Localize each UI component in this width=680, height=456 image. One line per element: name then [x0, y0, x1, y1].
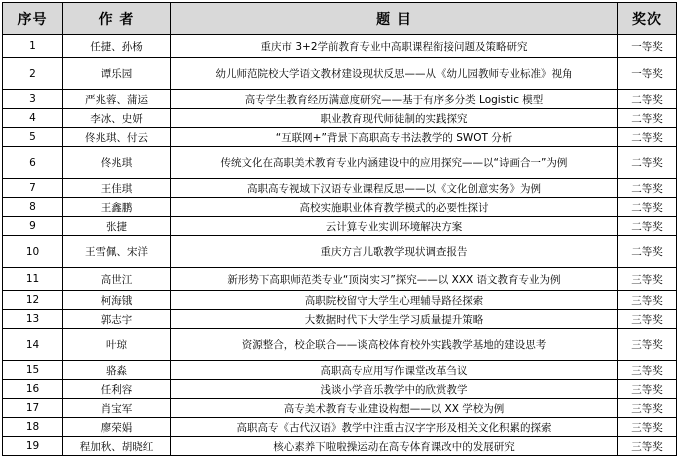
row-title: 资源整合，校企联合——谈高校体育校外实践教学基地的建设思考 [171, 329, 618, 361]
row-no: 4 [3, 109, 63, 128]
row-award: 三等奖 [618, 268, 677, 291]
row-author: 肖宝军 [63, 399, 171, 418]
row-award: 二等奖 [618, 128, 677, 147]
row-title: 高专美术教育专业建设构想——以 XX 学校为例 [171, 399, 618, 418]
table-row [3, 329, 677, 361]
awards-table [2, 2, 677, 456]
row-author: 郭志宇 [63, 310, 171, 329]
row-author: 王佳琪 [63, 179, 171, 198]
row-title: 高职高专视域下汉语专业课程反思——以《文化创意实务》为例 [171, 179, 618, 198]
row-award: 二等奖 [618, 236, 677, 268]
table-row [3, 361, 677, 380]
table-row [3, 217, 677, 236]
row-award: 二等奖 [618, 109, 677, 128]
table-row [3, 399, 677, 418]
row-author: 佟兆琪、付云 [63, 128, 171, 147]
table-row [3, 128, 677, 147]
row-no: 13 [3, 310, 63, 329]
table-row [3, 236, 677, 268]
row-no: 5 [3, 128, 63, 147]
row-no: 17 [3, 399, 63, 418]
row-no: 1 [3, 35, 63, 58]
row-title: “互联网+”背景下高职高专书法教学的 SWOT 分析 [171, 128, 618, 147]
table-row [3, 90, 677, 109]
row-award: 三等奖 [618, 399, 677, 418]
row-no: 6 [3, 147, 63, 179]
row-author: 廖荣娟 [63, 418, 171, 437]
row-author: 骆淼 [63, 361, 171, 380]
table-row [3, 179, 677, 198]
row-award: 二等奖 [618, 198, 677, 217]
row-title: 职业教育现代师徒制的实践探究 [171, 109, 618, 128]
row-award: 一等奖 [618, 58, 677, 90]
row-title: 核心素养下啦啦操运动在高专体育课改中的发展研究 [171, 437, 618, 456]
table-row [3, 35, 677, 58]
row-title: 高职高专《古代汉语》教学中注重古汉字字形及相关文化积累的探索 [171, 418, 618, 437]
row-author: 柯海锇 [63, 291, 171, 310]
row-author: 任捷、孙杨 [63, 35, 171, 58]
row-author: 佟兆琪 [63, 147, 171, 179]
row-title: 高校实施职业体育教学模式的必要性探讨 [171, 198, 618, 217]
row-award: 二等奖 [618, 179, 677, 198]
table-row [3, 418, 677, 437]
row-no: 14 [3, 329, 63, 361]
row-no: 12 [3, 291, 63, 310]
row-no: 18 [3, 418, 63, 437]
row-award: 二等奖 [618, 217, 677, 236]
row-no: 15 [3, 361, 63, 380]
row-author: 叶琼 [63, 329, 171, 361]
header-no: 序号 [3, 3, 63, 35]
row-author: 任利容 [63, 380, 171, 399]
row-award: 一等奖 [618, 35, 677, 58]
row-award: 三等奖 [618, 418, 677, 437]
row-award: 三等奖 [618, 380, 677, 399]
row-no: 3 [3, 90, 63, 109]
row-award: 三等奖 [618, 437, 677, 456]
row-author: 程加秋、胡晓红 [63, 437, 171, 456]
table-row [3, 310, 677, 329]
table-row [3, 268, 677, 291]
row-title: 云计算专业实训环境解决方案 [171, 217, 618, 236]
row-award: 三等奖 [618, 361, 677, 380]
row-title: 高专学生教育经历满意度研究——基于有序多分类 Logistic 模型 [171, 90, 618, 109]
row-author: 李冰、史妍 [63, 109, 171, 128]
row-title: 高职高专应用写作课堂改革刍议 [171, 361, 618, 380]
table-row [3, 380, 677, 399]
row-no: 7 [3, 179, 63, 198]
row-award: 二等奖 [618, 147, 677, 179]
table-row [3, 437, 677, 456]
row-author: 高世江 [63, 268, 171, 291]
row-award: 三等奖 [618, 291, 677, 310]
row-title: 新形势下高职师范类专业“顶岗实习”探究——以 XXX 语文教育专业为例 [171, 268, 618, 291]
table-row [3, 109, 677, 128]
table-row [3, 147, 677, 179]
row-author: 王鑫鹏 [63, 198, 171, 217]
row-author: 张捷 [63, 217, 171, 236]
row-no: 11 [3, 268, 63, 291]
row-author: 谭乐园 [63, 58, 171, 90]
row-award: 三等奖 [618, 310, 677, 329]
row-no: 19 [3, 437, 63, 456]
row-title: 大数据时代下大学生学习质量提升策略 [171, 310, 618, 329]
row-no: 16 [3, 380, 63, 399]
row-title: 高职院校留守大学生心理辅导路径探索 [171, 291, 618, 310]
row-no: 9 [3, 217, 63, 236]
row-no: 2 [3, 58, 63, 90]
table-row [3, 291, 677, 310]
row-title: 传统文化在高职美术教育专业内涵建设中的应用探究——以“诗画合一”为例 [171, 147, 618, 179]
row-no: 8 [3, 198, 63, 217]
row-title: 重庆方言儿歌教学现状调查报告 [171, 236, 618, 268]
row-author: 王雪佩、宋洋 [63, 236, 171, 268]
header-row [3, 3, 677, 35]
row-author: 严兆蓉、蒲运 [63, 90, 171, 109]
table-row [3, 198, 677, 217]
row-award: 三等奖 [618, 329, 677, 361]
row-title: 重庆市 3+2学前教育专业中高职课程衔接问题及策略研究 [171, 35, 618, 58]
row-no: 10 [3, 236, 63, 268]
row-title: 浅谈小学音乐教学中的欣赏教学 [171, 380, 618, 399]
table-body [3, 35, 677, 456]
header-title: 题 目 [171, 3, 618, 35]
header-award: 奖次 [618, 3, 677, 35]
row-title: 幼儿师范院校大学语文教材建设现状反思——从《幼儿园教师专业标准》视角 [171, 58, 618, 90]
table-row [3, 58, 677, 90]
row-award: 二等奖 [618, 90, 677, 109]
header-author: 作 者 [63, 3, 171, 35]
